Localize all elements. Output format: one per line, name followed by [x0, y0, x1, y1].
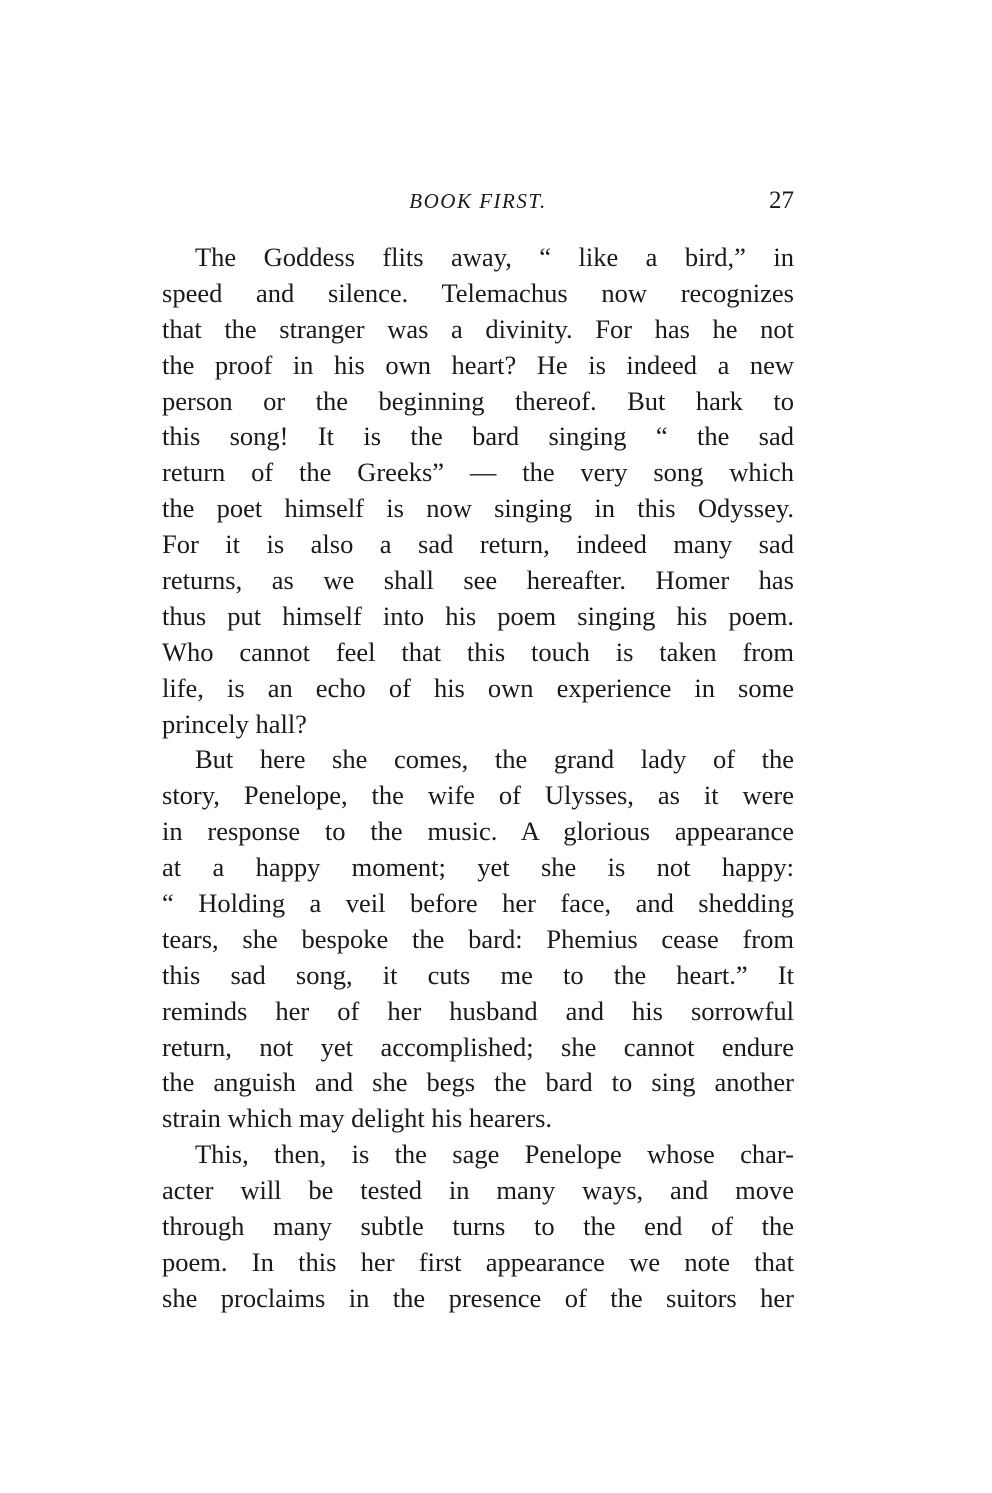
text-line: The Goddess flits away, “ like a bird,” in: [195, 242, 794, 272]
paragraph-3: [162, 1137, 794, 1316]
text-line: acter will be tested in many ways, and move: [162, 1175, 794, 1206]
text-line: she proclaims in the presence of the suitors her: [162, 1282, 794, 1313]
running-title: BOOK FIRST.: [409, 189, 547, 213]
text-line: this sad song, it cuts me to the heart.” It: [162, 959, 794, 990]
text-line: the proof in his own heart? He is indeed a new: [162, 349, 794, 380]
text-line: tears, she bespoke the bard: Phemius cease from: [162, 923, 794, 954]
paragraph-2: [162, 742, 794, 1137]
text-line: But here she comes, the grand lady of the: [195, 744, 794, 775]
text-line: person or the beginning thereof. But hark to: [162, 385, 794, 416]
text-line: in response to the music. A glorious appearance: [162, 816, 794, 847]
text-line: the poet himself is now singing in this Odyssey.: [162, 493, 794, 524]
text-line: the anguish and she begs the bard to sing another: [162, 1067, 794, 1098]
text-line: returns, as we shall see hereafter. Homer has: [162, 565, 794, 596]
text-line: return of the Greeks” — the very song which: [162, 457, 794, 488]
paragraph-1: [162, 240, 794, 742]
text-line: this song! It is the bard singing “ the sad: [162, 421, 794, 452]
text-line: story, Penelope, the wife of Ulysses, as it were: [162, 780, 794, 811]
body-text: [162, 240, 794, 1317]
text-line: speed and silence. Telemachus now recognizes: [162, 277, 794, 308]
text-line: life, is an echo of his own experience in some: [162, 672, 794, 703]
text-line: at a happy moment; yet she is not happy:: [162, 852, 794, 883]
text-line: Who cannot feel that this touch is taken from: [162, 636, 794, 667]
text-line: strain which may delight his hearers.: [162, 1103, 553, 1134]
text-line: return, not yet accomplished; she cannot endure: [162, 1031, 794, 1062]
text-line: thus put himself into his poem singing his poem.: [162, 600, 794, 631]
text-line: “ Holding a veil before her face, and shedding: [162, 888, 794, 919]
text-line: For it is also a sad return, indeed many sad: [162, 529, 794, 560]
text-line: princely hall?: [162, 708, 307, 739]
text-line: that the stranger was a divinity. For has he not: [162, 313, 794, 344]
text-line: reminds her of her husband and his sorrowful: [162, 995, 794, 1026]
running-head: [162, 184, 794, 218]
text-line: This, then, is the sage Penelope whose char-: [195, 1139, 794, 1170]
text-line: poem. In this her first appearance we note that: [162, 1246, 794, 1277]
page-number: 27: [769, 187, 794, 214]
text-line: through many subtle turns to the end of the: [162, 1211, 794, 1242]
